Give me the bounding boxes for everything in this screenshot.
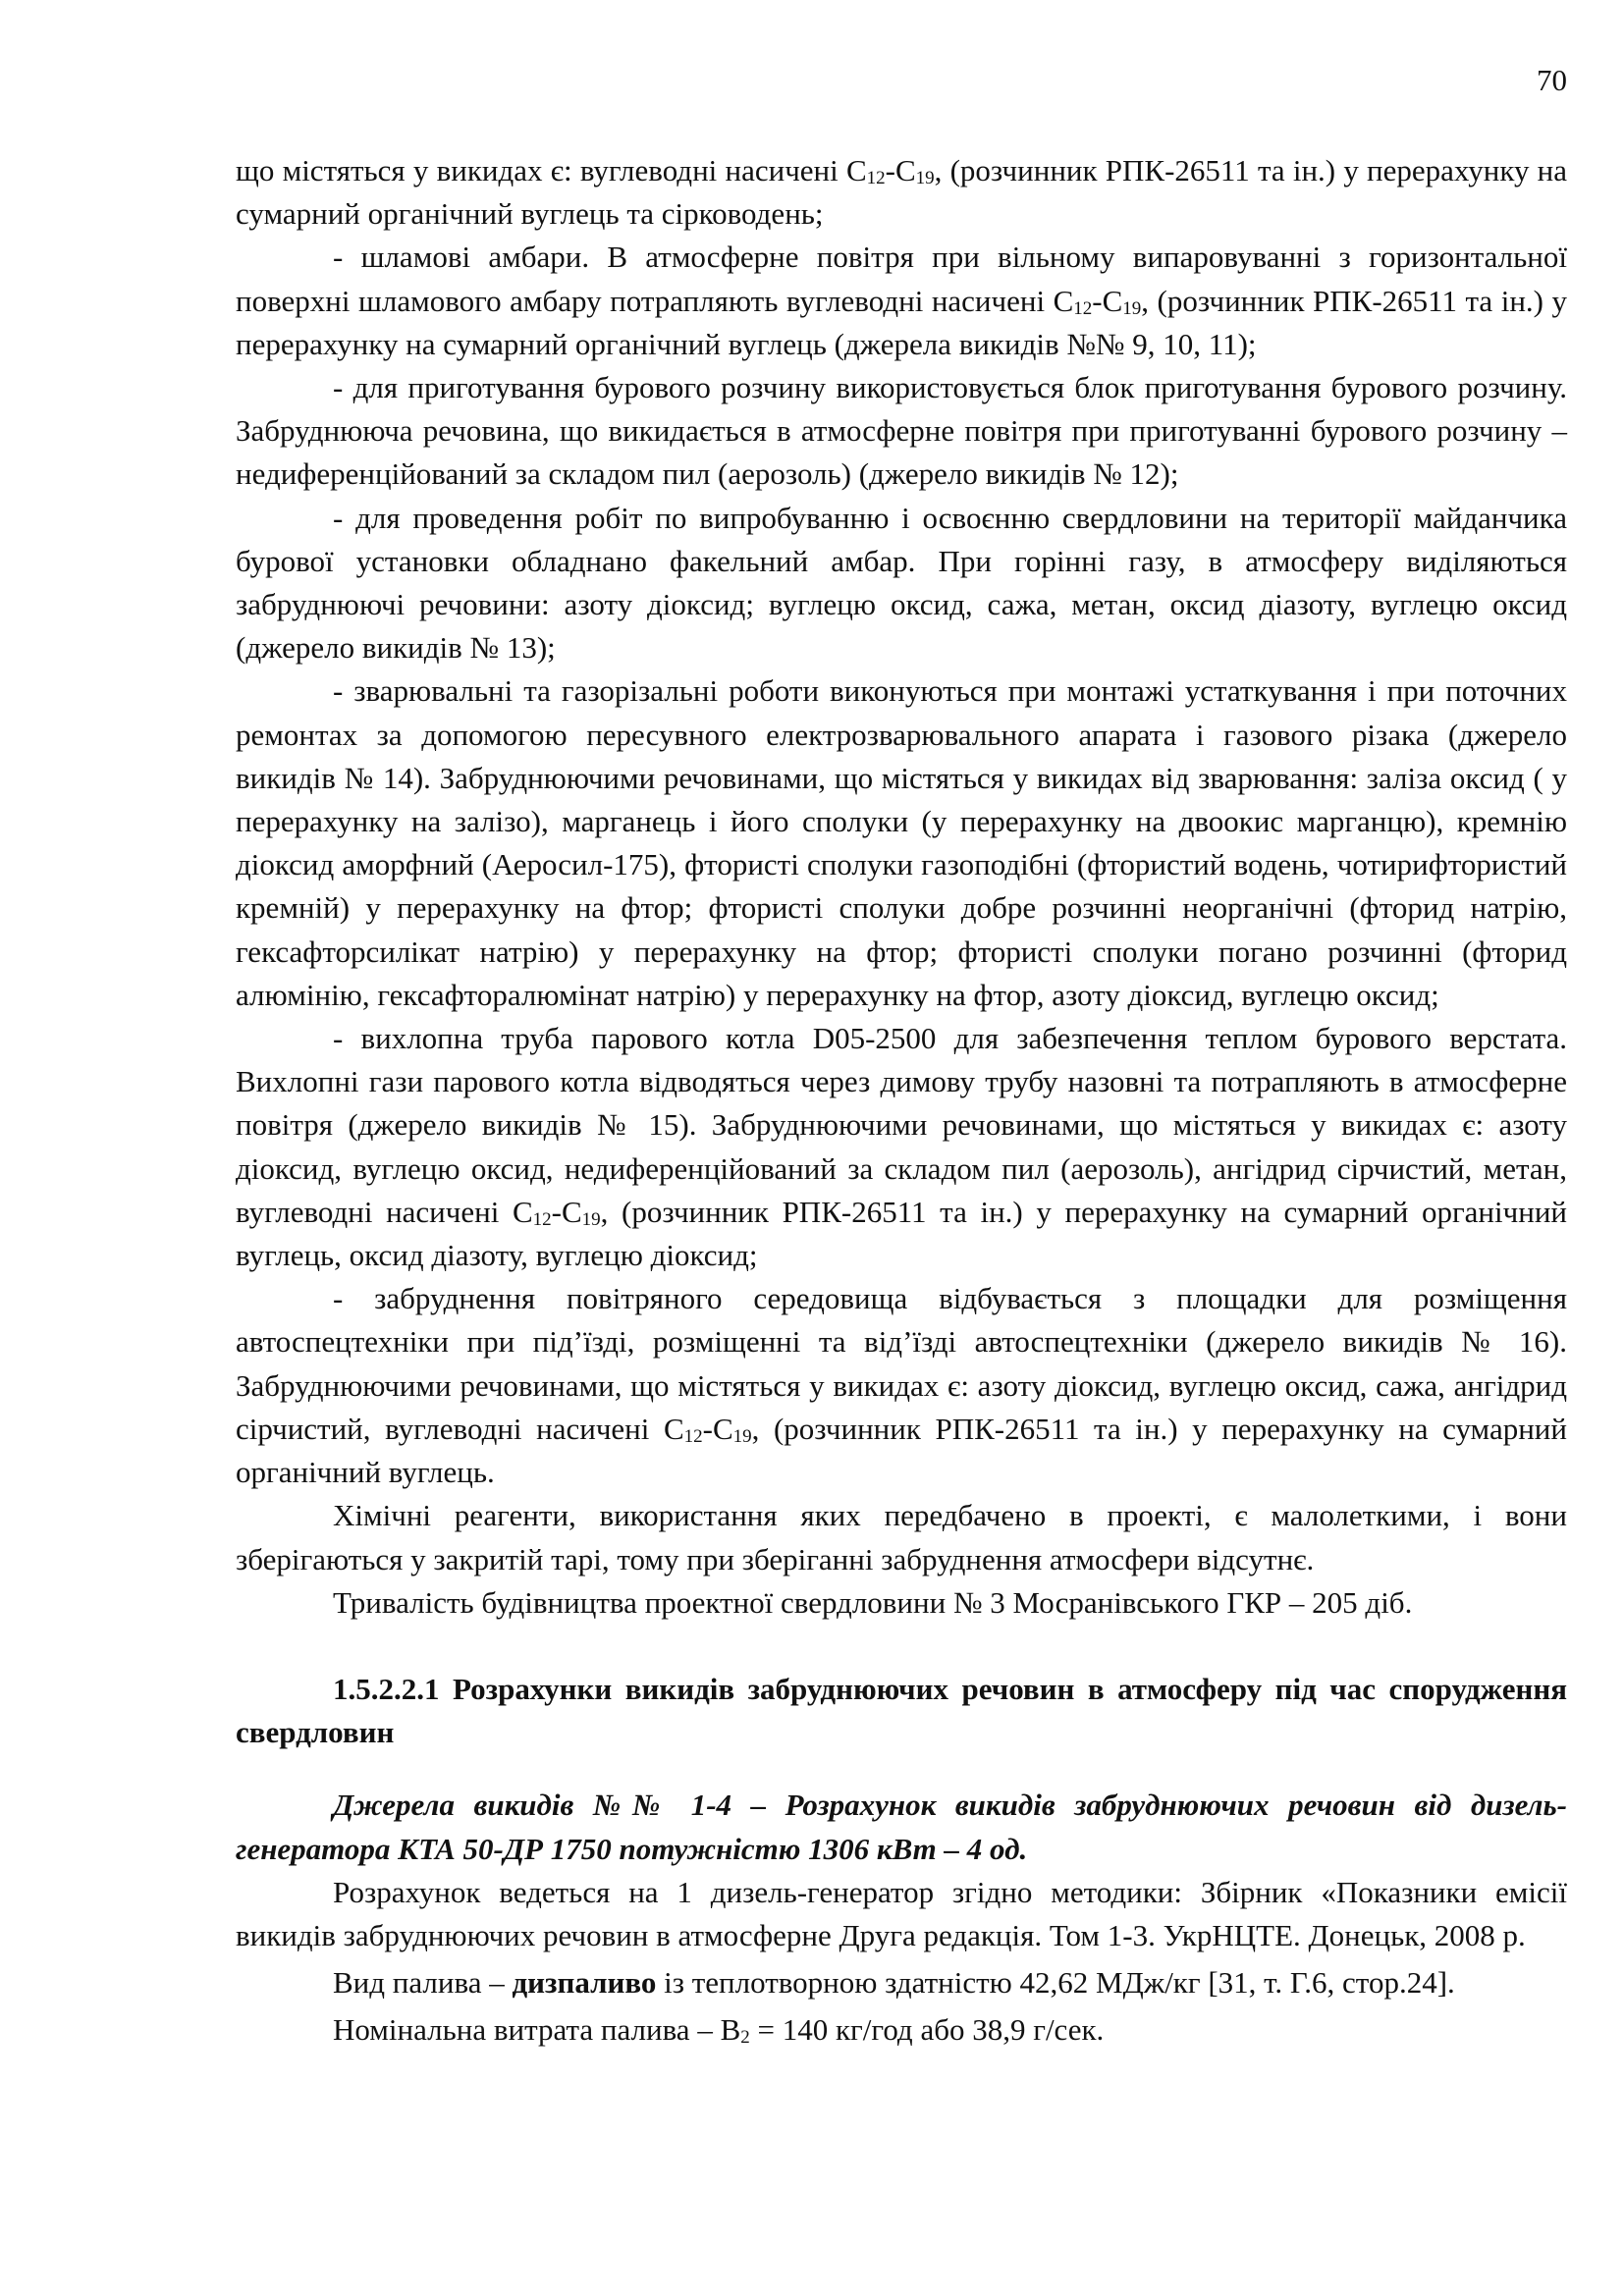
paragraph-emissions-continued	[236, 149, 1567, 236]
section-heading: 1.5.2.2.1 Розрахунки викидів забруднюючих речовин в атмосферу під час спорудження свердловин	[236, 1671, 1567, 1750]
page-number: 70	[1537, 63, 1567, 97]
text: Вид палива –	[333, 1965, 513, 2001]
text: -С	[1092, 283, 1123, 318]
subscript: 12	[866, 168, 886, 188]
paragraph-chemical-reagents: Хімічні реагенти, використання яких передбачено в проекті, є малолеткими, і вони зберігаються у закритій тарі, тому при зберіганні забруднення атмосфери відсутнє.	[236, 1498, 1567, 1576]
subscript: 19	[915, 168, 935, 188]
paragraph-fuel-type	[236, 1961, 1567, 2004]
page-body	[236, 149, 1567, 2053]
paragraph-boiler-exhaust	[236, 1017, 1567, 1277]
text: , (розчинник РПК-26511 та ін.) у перерахунку на сумарний органічний вуглець.	[236, 1411, 1567, 1490]
text: - забруднення повітряного середовища відбувається з площадки для розміщення автоспецтехніки при під’їзді, розміщенні та від’їзді автоспецтехніки (джерело викидів № 16). Забруднюючими речовинами, що містяться у викидах є: азоту діоксид, вуглецю оксид, сажа, ангідрид сірчистий, вуглеводні насичені С	[236, 1281, 1567, 1446]
text: Номінальна витрата палива – В	[333, 2012, 741, 2048]
subscript: 19	[732, 1425, 752, 1447]
fuel-name: дизпаливо	[512, 1965, 657, 2001]
subsection-heading: Джерела викидів №№ 1-4 – Розрахунок викидів забруднюючих речовин від дизель-генератора КТА 50-ДР 1750 потужністю 1306 кВт – 4 од.	[236, 1788, 1567, 1866]
text: - шламові амбари. В атмосферне повітря при вільному випаровуванні з горизонтальної поверхні шламового амбару потрапляють вуглеводні насичені С	[236, 240, 1567, 318]
paragraph-vehicle-parking	[236, 1277, 1567, 1494]
text: = 140 кг/год або 38,9 г/сек.	[749, 2012, 1105, 2048]
subscript: 12	[683, 1425, 703, 1447]
subscript: 12	[1073, 297, 1093, 319]
text: - вихлопна труба парового котла D05-2500 для забезпечення теплом бурового верстата. Вихлопні гази парового котла відводяться через димову трубу назовні та потрапляють в атмосферне повітря (джерело викидів № 15). Забруднюючими речовинами, що містяться у викидах є: азоту діоксид, вуглецю оксид, недиференційований за складом пил (аерозоль), ангідрид сірчистий, метан, вуглеводні насичені С	[236, 1021, 1567, 1229]
paragraph-fuel-consumption	[236, 2008, 1567, 2052]
text: , (розчинник РПК-26511 та ін.) у перерахунку на сумарний органічний вуглець (джерела викидів №№ 9, 10, 11);	[236, 283, 1568, 361]
text: , (розчинник РПК-26511 та ін.) у перерахунку на сумарний органічний вуглець, оксид діазоту, вуглецю діоксид;	[236, 1194, 1567, 1273]
paragraph-drilling-mud: - для приготування бурового розчину використовується блок приготування бурового розчину. Забруднююча речовина, що викидається в атмосферне повітря при приготуванні бурового розчину – недиференційований за складом пил (аерозоль) (джерело викидів № 12);	[236, 370, 1567, 492]
text: що містяться у викидах є: вуглеводні насичені С	[236, 153, 867, 187]
paragraph-welding: - зварювальні та газорізальні роботи виконуються при монтажі устаткування і при поточних ремонтах за допомогою пересувного електрозварювального апарата і газового різака (джерело викидів № 14). Забруднюючими речовинами, що містяться у викидах від зварювання: заліза оксид ( у перерахунку на залізо), марганець і його сполуки (у перерахунку на двоокис марганцю), кремнію діоксид аморфний (Аеросил-175), фтористі сполуки газоподібні (фтористий водень, чотирифтористий кремній) у перерахунку на фтор; фтористі сполуки добре розчинні неорганічні (фторид натрію, гексафторсилікат натрію) у перерахунку на фтор; фтористі сполуки погано розчинні (фторид алюмінію, гексафторалюмінат натрію) у перерахунку на фтор, азоту діоксид, вуглецю оксид;	[236, 673, 1567, 1012]
paragraph-methodology: Розрахунок ведеться на 1 дизель-генератор згідно методики: Збірник «Показники емісії викидів забруднюючих речовин в атмосферне Друга редакція. Том 1-3. УкрНЦТЕ. Донецьк, 2008 р.	[236, 1874, 1567, 1952]
text: , (розчинник РПК-26511 та ін.) у перерахунку на сумарний органічний вуглець та сірководень;	[236, 153, 1567, 232]
subscript: 2	[740, 2027, 750, 2049]
paragraph-sludge-pits	[236, 236, 1567, 366]
text: -С	[885, 153, 916, 187]
text: із теплотворною здатністю 42,62 МДж/кг [31, т. Г.6, стор.24].	[656, 1965, 1455, 2001]
subscript: 12	[532, 1208, 552, 1230]
paragraph-construction-duration: Тривалість будівництва проектної свердловини № 3 Мосpанівського ГКР – 205 діб.	[333, 1584, 1413, 1620]
paragraph-flare-pit: - для проведення робіт по випробуванню і освоєнню свердловини на території майданчика бурової установки обладнано факельний амбар. При горінні газу, в атмосферу виділяються забруднюючі речовини: азоту діоксид; вуглецю оксид, сажа, метан, оксид діазоту, вуглецю оксид (джерело викидів № 13);	[236, 500, 1567, 666]
subscript: 19	[1122, 297, 1142, 319]
text: -С	[702, 1411, 733, 1446]
subscript: 19	[581, 1208, 601, 1230]
text: -С	[551, 1194, 582, 1229]
